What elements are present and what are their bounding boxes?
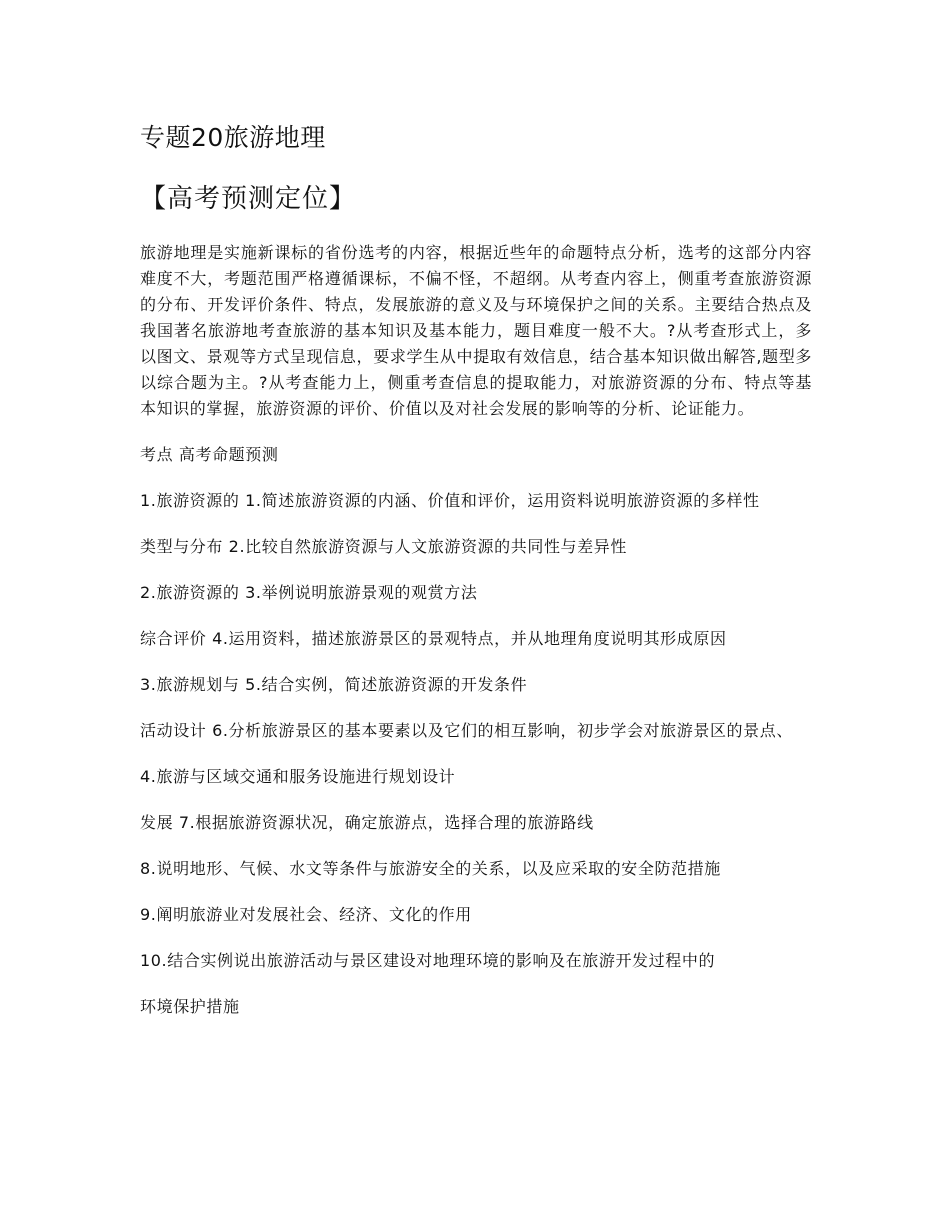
content-line: 4.旅游与区域交通和服务设施进行规划设计 bbox=[140, 767, 456, 786]
document-title: 专题20旅游地理 bbox=[140, 123, 326, 152]
content-line: 10.结合实例说出旅游活动与景区建设对地理环境的影响及在旅游开发过程中的 bbox=[140, 951, 716, 970]
content-line: 发展 7.根据旅游资源状况，确定旅游点，选择合理的旅游路线 bbox=[140, 813, 594, 832]
content-line: 3.旅游规划与 5.结合实例，简述旅游资源的开发条件 bbox=[140, 675, 528, 694]
intro-paragraph: 旅游地理是实施新课标的省份选考的内容，根据近些年的命题特点分析，选考的这部分内容难度不大，考题范围严格遵循课标，不偏不怪，不超纲。从考查内容上，侧重考查旅游资源的分布、开发评价条件、特点，发展旅游的意义及与环境保护之间的关系。主要结合热点及我国著名旅游地考查旅游的基本知识及基本能力，题目难度一般不大。?从考查形式上，多以图文、景观等方式呈现信息，要求学生从中提取有效信息，结合基本知识做出解答,题型多以综合题为主。?从考查能力上，侧重考查信息的提取能力，对旅游资源的分布、特点等基本知识的掌握，旅游资源的评价、价值以及对社会发展的影响等的分析、论证能力。 bbox=[140, 243, 812, 418]
content-line: 环境保护措施 bbox=[140, 997, 240, 1016]
table-header-line: 考点 高考命题预测 bbox=[140, 445, 279, 464]
content-line: 综合评价 4.运用资料，描述旅游景区的景观特点，并从地理角度说明其形成原因 bbox=[140, 629, 727, 648]
content-line: 2.旅游资源的 3.举例说明旅游景观的观赏方法 bbox=[140, 583, 478, 602]
content-line: 类型与分布 2.比较自然旅游资源与人文旅游资源的共同性与差异性 bbox=[140, 537, 627, 556]
content-line: 活动设计 6.分析旅游景区的基本要素以及它们的相互影响，初步学会对旅游景区的景点、 bbox=[140, 721, 793, 740]
content-line: 1.旅游资源的 1.简述旅游资源的内涵、价值和评价，运用资料说明旅游资源的多样性 bbox=[140, 491, 760, 510]
content-line: 9.阐明旅游业对发展社会、经济、文化的作用 bbox=[140, 905, 472, 924]
section-heading: 【高考预测定位】 bbox=[140, 184, 357, 214]
document-content bbox=[140, 118, 812, 1040]
content-line: 8.说明地形、气候、水文等条件与旅游安全的关系，以及应采取的安全防范措施 bbox=[140, 859, 721, 878]
